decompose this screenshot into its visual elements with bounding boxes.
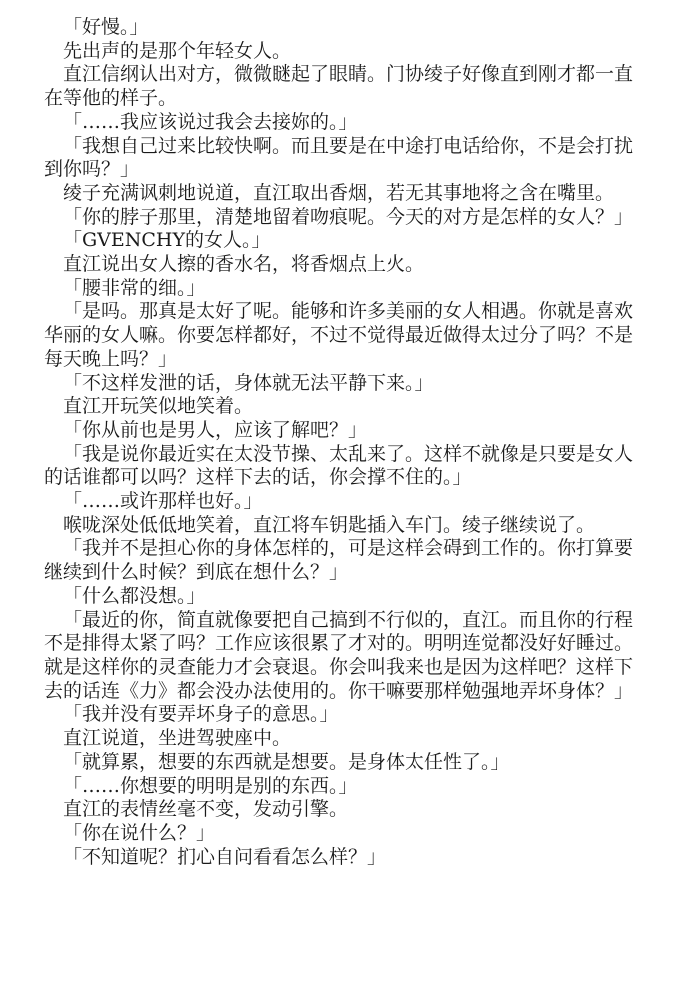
paragraph: 「我是说你最近实在太没节操、太乱来了。这样不就像是只要是女人的话谁都可以吗？这样下去的话，你会撑不住的。」 <box>44 442 634 489</box>
paragraph: 绫子充满讽刺地说道，直江取出香烟，若无其事地将之含在嘴里。 <box>63 181 615 204</box>
paragraph: 「你在说什么？」 <box>63 821 216 844</box>
paragraph: 「你从前也是男人，应该了解吧？」 <box>63 418 368 441</box>
paragraph: 直江说道，坐进驾驶座中。 <box>63 727 292 750</box>
paragraph: 「最近的你，简直就像要把自己搞到不行似的，直江。而且你的行程不是排得太紧了吗？工作应该很累了才对的。明明连觉都没好好睡过。就是这样你的灵查能力才会衰退。你会叫我来也是因为这样吧？这样下去的话连《力》都会没办法使用的。你干嘛要那样勉强地弄坏身体？」 <box>44 608 634 702</box>
novel-text <box>44 16 634 869</box>
paragraph: 「腰非常的细。」 <box>63 276 206 299</box>
paragraph: 「是吗。那真是太好了呢。能够和许多美丽的女人相遇。你就是喜欢华丽的女人嘛。你要怎样都好，不过不觉得最近做得太过分了吗？不是每天晚上吗？」 <box>44 300 634 370</box>
paragraph: 直江说出女人擦的香水名，将香烟点上火。 <box>63 253 425 276</box>
paragraph: 直江开玩笑似地笑着。 <box>63 395 254 418</box>
paragraph: 直江信纲认出对方，微微瞇起了眼睛。门协绫子好像直到刚才都一直在等他的样子。 <box>44 63 634 110</box>
paragraph: 「GVENCHY的女人。」 <box>63 229 271 252</box>
paragraph: 「我并没有要弄坏身子的意思。」 <box>63 703 339 726</box>
paragraph: 「就算累，想要的东西就是想要。是身体太任性了。」 <box>63 750 510 773</box>
paragraph: 「……或许那样也好。」 <box>63 490 263 513</box>
paragraph: 「什么都没想。」 <box>63 584 206 607</box>
paragraph: 「不这样发泄的话，身体就无法平静下来。」 <box>63 371 434 394</box>
paragraph: 「不知道呢？扪心自问看看怎么样？」 <box>63 845 387 868</box>
paragraph: 「我想自己过来比较快啊。而且要是在中途打电话给你，不是会打扰到你吗？」 <box>44 134 634 181</box>
paragraph: 「你的脖子那里，清楚地留着吻痕呢。今天的对方是怎样的女人？」 <box>63 205 634 228</box>
paragraph: 「……我应该说过我会去接妳的。」 <box>63 110 358 133</box>
paragraph: 「……你想要的明明是别的东西。」 <box>63 774 358 797</box>
paragraph: 喉咙深处低低地笑着，直江将车钥匙插入车门。绫子继续说了。 <box>63 513 596 536</box>
paragraph: 先出声的是那个年轻女人。 <box>63 39 292 62</box>
paragraph: 「我并不是担心你的身体怎样的，可是这样会碍到工作的。你打算要继续到什么时候？到底在想什么？」 <box>44 537 634 584</box>
paragraph: 「好慢。」 <box>63 16 149 38</box>
paragraph: 直江的表情丝毫不变，发动引擎。 <box>63 798 349 821</box>
